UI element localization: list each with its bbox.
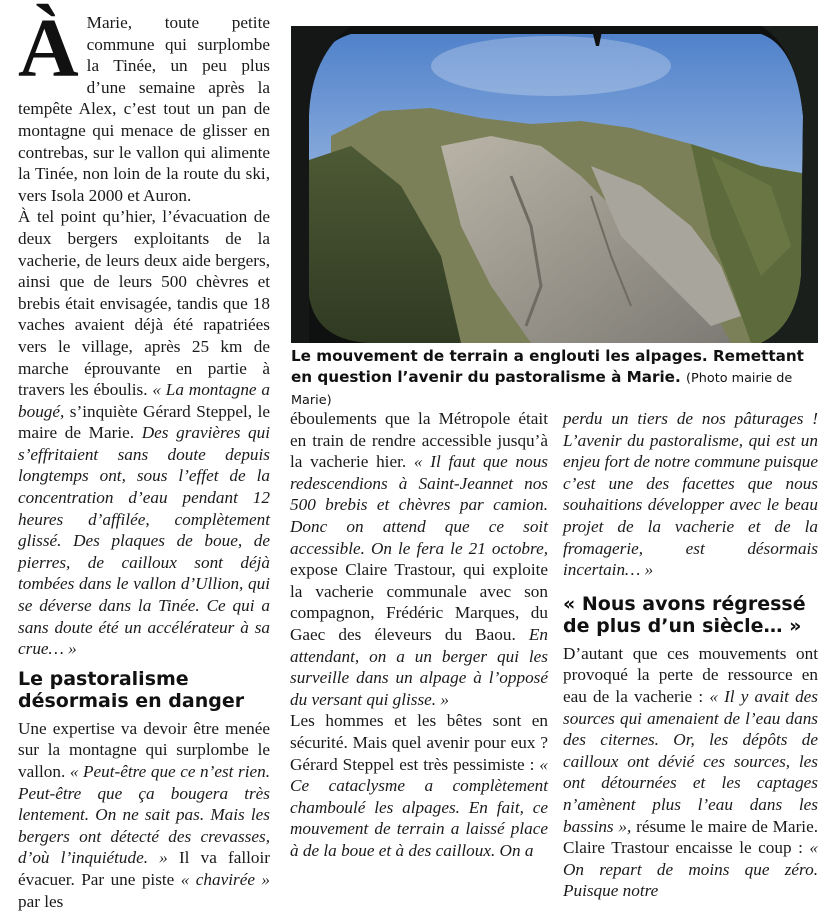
paragraph: Les hommes et les bêtes sont en sécurité. Mais quel avenir pour eux ? Gérard Steppel est très pessimiste : « Ce cataclysme a complètement chamboulé les alpages. En fait, ce mouvement de terrain a laissé place à de la boue et à des cailloux. On a bbox=[290, 711, 548, 860]
photo-caption: Le mouvement de terrain a englouti les alpages. Remettant en question l’avenir du pastoralisme à Marie. (Photo mairie de Marie) bbox=[291, 347, 804, 408]
paragraph: Une expertise va devoir être menée sur la montagne qui surplombe le vallon. « Peut-être que ce n’est rien. Peut-être que ça bougera très lentement. On ne sait pas. Mais les bergers ont détecté des crevasses, d’où l’inquiétude. » Il va falloir évacuer. Par une piste « chavirée » par les bbox=[18, 718, 270, 911]
paragraph: éboulements que la Métropole était en train de rendre accessible jusqu’à la vacherie hier. « Il faut que nous redescendions à Saint-Jeannet nos 500 brebis et chèvres par camion. Donc on attend que ce soit accessible. On le fera le 21 octobre, expose Claire Trastour, qui exploite la vacherie communale avec son compagnon, Frédéric Marques, du Gaec des éleveurs du Baou. En attendant, on a un berger qui les surveille dans un alpage à l’opposé du versant qui glisse. » bbox=[290, 409, 548, 709]
article-column-1 bbox=[18, 2, 271, 912]
lead-paragraph: À Marie, toute petite commune qui surplombe la Tinée, un peu plus d’une semaine après la tempête Alex, c’est tout un pan de montagne qui menace de glisser en contrebas, sur le vallon qui alimente la Tinée, non loin de la route du ski, vers Isola 2000 et Auron. bbox=[18, 2, 270, 205]
helicopter-view-landslide-image bbox=[291, 26, 818, 343]
article-photo bbox=[291, 26, 818, 343]
photo-credit: (Photo mairie de Marie) bbox=[291, 370, 793, 408]
article-column-2 bbox=[290, 408, 548, 861]
paragraph: D’autant que ces mouvements ont provoqué la perte de ressource en eau de la vacherie : « Il y avait des sources qui amenaient de l’eau dans des citernes. Or, les dépôts de cailloux ont dévié ces sources, les ont détournées et les captages n’amènent plus l’eau dans les bassins », résume le maire de Marie. Claire Trastour encaisse le coup : « On repart de moins que zéro. Puisque notre bbox=[563, 643, 818, 901]
subheading: Le pastoralisme désormais en danger bbox=[18, 667, 245, 712]
subheading: « Nous avons régressé de plus d’un siècle… » bbox=[563, 592, 806, 637]
paragraph: À tel point qu’hier, l’évacuation de deux bergers exploitants de la vacherie, de leurs deux aide bergers, ainsi que de leurs 500 chèvres et brebis était envisagée, tandis que 18 vaches avaient déjà été rapatriées vers le village, après 25 km de marche éprouvante en partie à travers les éboulis. « La montagne a bougé, s’inquiète Gérard Steppel, le maire de Marie. Des gravières qui s’effritaient sans doute depuis longtemps ont, sous l’effet de la concentration d’eau pendant 12 heures d’affilée, complètement glissé. Des plaques de boue, de pierres, de cailloux sont déjà tombées dans le vallon d’Ullion, qui se déverse dans la Tinée. Ce qui a sans doute été un accélérateur à sa crue… » bbox=[18, 207, 271, 659]
article-column-3 bbox=[563, 408, 818, 902]
drop-cap: À bbox=[18, 2, 79, 95]
paragraph: perdu un tiers de nos pâturages ! L’avenir du pastoralisme, qui est un enjeu fort de notre commune puisque c’est une des facettes que nous souhaitions développer avec le beau projet de la vacherie et de la fromagerie, est désormais incertain… » bbox=[563, 409, 818, 580]
